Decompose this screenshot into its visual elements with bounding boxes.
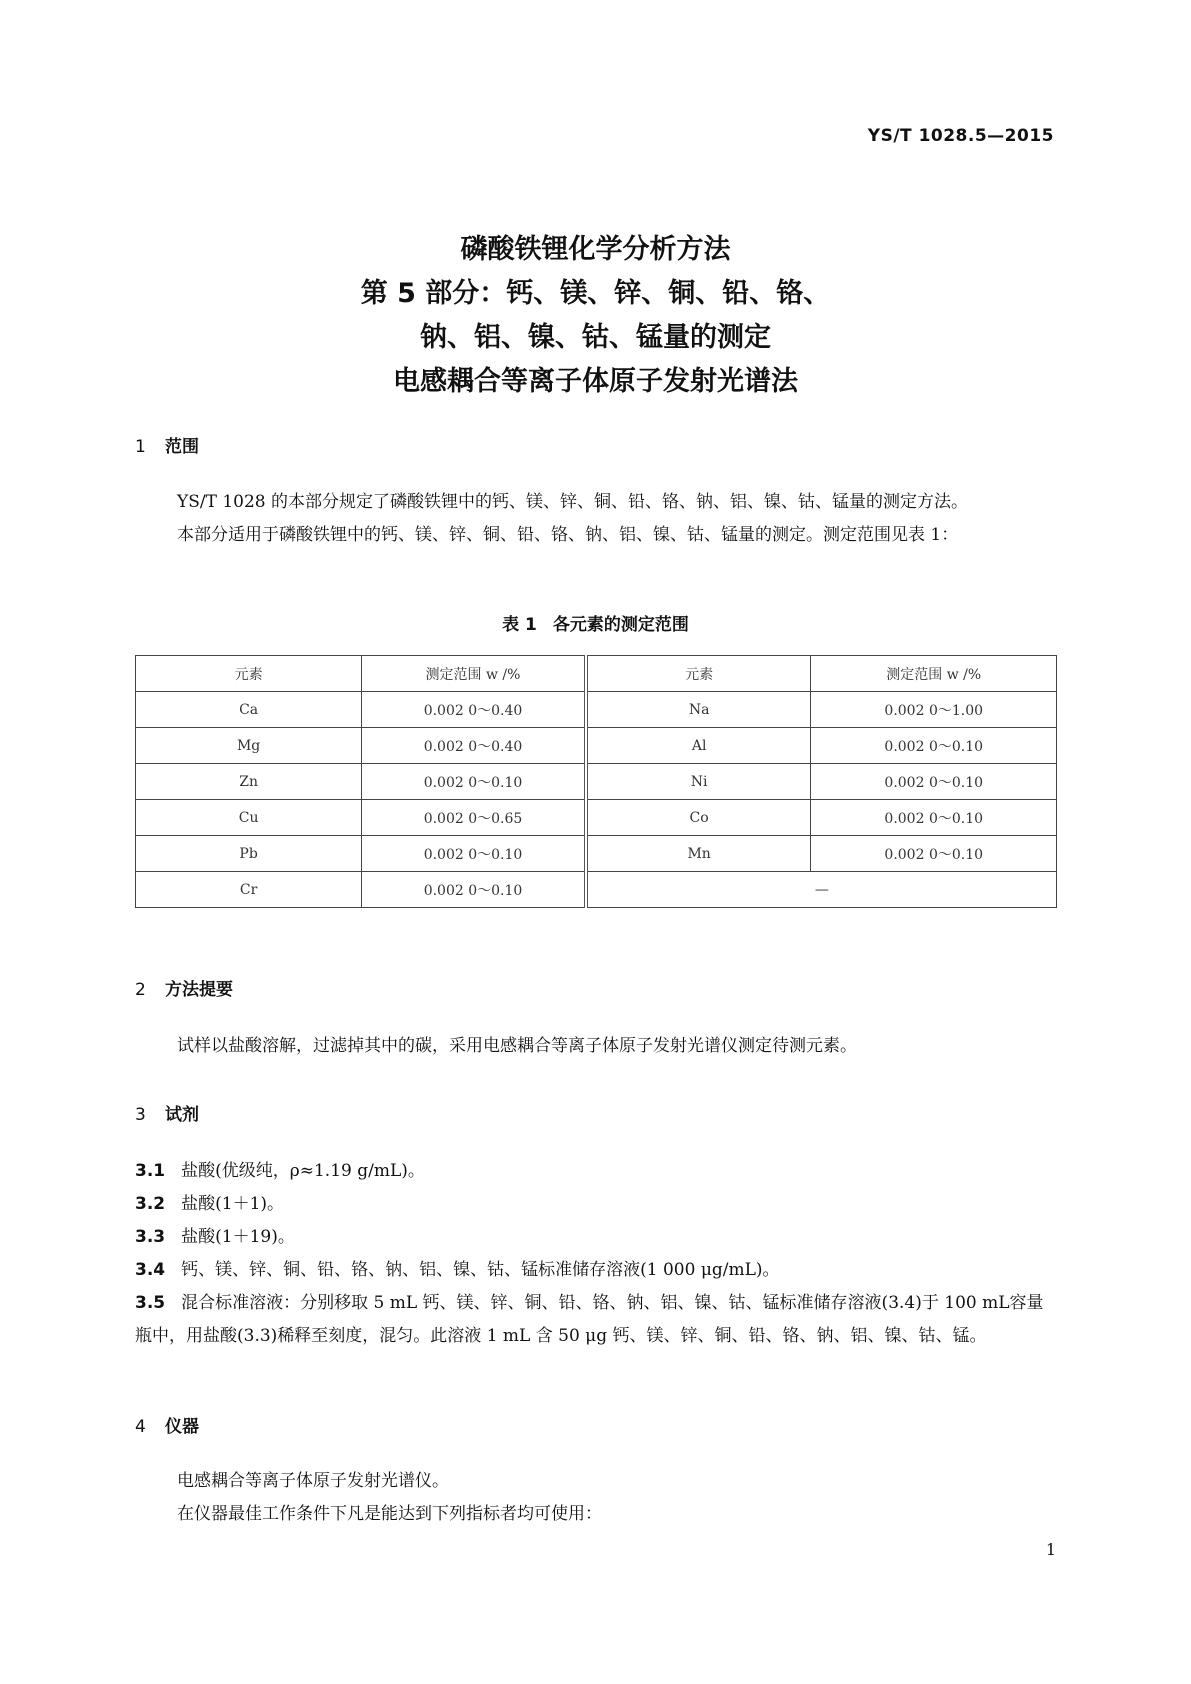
- item-text: 盐酸(1＋1)。: [181, 1194, 285, 1214]
- table-cell: Cu: [136, 800, 362, 836]
- paragraph: 电感耦合等离子体原子发射光谱仪。: [177, 1471, 449, 1491]
- table-cell: 0.002 0～0.40: [362, 692, 586, 728]
- method-text: [135, 1030, 1057, 1063]
- table-cell: 0.002 0～0.10: [811, 800, 1057, 836]
- table-cell-empty: —: [586, 872, 1057, 908]
- table-caption: [0, 610, 1191, 635]
- table-row: [136, 764, 1057, 800]
- table-cell: Mn: [586, 836, 811, 872]
- paragraph: 本部分适用于磷酸铁锂中的钙、镁、锌、铜、铅、铬、钠、铝、镍、钴、锰量的测定。测定范围见表 1：: [177, 525, 959, 545]
- paragraph: 在仪器最佳工作条件下凡是能达到下列指标者均可使用：: [177, 1504, 602, 1524]
- standard-code: YS/T 1028.5—2015: [867, 126, 1054, 146]
- item-number: 3.2: [135, 1194, 166, 1214]
- table-header-row: [136, 656, 1057, 692]
- document-title: [0, 228, 1191, 404]
- title-line: 电感耦合等离子体原子发射光谱法: [393, 366, 798, 397]
- section-title: 方法提要: [165, 980, 233, 1000]
- element-range-table: [135, 655, 1057, 908]
- table-cell: Mg: [136, 728, 362, 764]
- section-number: 1: [135, 437, 146, 457]
- section-heading-method: [135, 975, 233, 1000]
- table-cell: 0.002 0～0.65: [362, 800, 586, 836]
- section-number: 2: [135, 980, 146, 1000]
- item-text: 混合标准溶液：分别移取 5 mL 钙、镁、锌、铜、铅、铬、钠、铝、镍、钴、锰标准储存溶液(3.4)于 100 mL容量瓶中，用盐酸(3.3)稀释至刻度，混匀。此溶液 1 mL 含 50 μg 钙、镁、锌、铜、铅、铬、钠、铝、镍、钴、锰。: [135, 1293, 1044, 1346]
- section-title: 试剂: [165, 1105, 199, 1125]
- header-cell: 测定范围 w /%: [811, 656, 1057, 692]
- item-number: 3.3: [135, 1227, 166, 1247]
- list-item: [135, 1155, 1057, 1188]
- section-heading-instruments: [135, 1412, 199, 1437]
- table-cell: Ni: [586, 764, 811, 800]
- section-title: 仪器: [165, 1417, 199, 1437]
- instruments-text: [135, 1465, 1057, 1531]
- item-number: 3.4: [135, 1260, 166, 1280]
- table-row: [136, 836, 1057, 872]
- table-cell: Cr: [136, 872, 362, 908]
- table-label: 表 1: [502, 615, 537, 635]
- paragraph: YS/T 1028 的本部分规定了磷酸铁锂中的钙、镁、锌、铜、铅、铬、钠、铝、镍、钴、锰量的测定方法。: [177, 492, 969, 512]
- title-line: 第 5 部分：钙、镁、锌、铜、铅、铬、: [360, 278, 831, 309]
- section-heading-scope: [135, 432, 199, 457]
- table-cell: 0.002 0～0.10: [811, 728, 1057, 764]
- header-cell: 元素: [136, 656, 362, 692]
- list-item: [135, 1254, 1057, 1287]
- table-cell: 0.002 0～1.00: [811, 692, 1057, 728]
- table-cell: Al: [586, 728, 811, 764]
- item-number: 3.5: [135, 1293, 166, 1313]
- table-cell: 0.002 0～0.10: [362, 764, 586, 800]
- section-number: 4: [135, 1417, 146, 1437]
- section-title: 范围: [165, 437, 199, 457]
- item-text: 钙、镁、锌、铜、铅、铬、钠、铝、镍、钴、锰标准储存溶液(1 000 μg/mL)。: [181, 1260, 780, 1280]
- paragraph: 试样以盐酸溶解，过滤掉其中的碳，采用电感耦合等离子体原子发射光谱仪测定待测元素。: [177, 1036, 857, 1056]
- table-cell: 0.002 0～0.10: [811, 764, 1057, 800]
- table-row: [136, 800, 1057, 836]
- table-cell: 0.002 0～0.10: [362, 872, 586, 908]
- section-number: 3: [135, 1105, 146, 1125]
- scope-text: [135, 486, 1057, 552]
- list-item: [135, 1221, 1057, 1254]
- list-item: [135, 1287, 1057, 1353]
- reagent-list: [135, 1155, 1057, 1353]
- page-number: 1: [1045, 1540, 1056, 1559]
- table-cell: Co: [586, 800, 811, 836]
- table-cell: Zn: [136, 764, 362, 800]
- table-cell: 0.002 0～0.10: [811, 836, 1057, 872]
- table-title: 各元素的测定范围: [552, 615, 689, 635]
- header-cell: 元素: [586, 656, 811, 692]
- item-text: 盐酸(1＋19)。: [181, 1227, 295, 1247]
- section-heading-reagents: [135, 1100, 199, 1125]
- table-row: [136, 872, 1057, 908]
- item-number: 3.1: [135, 1161, 166, 1181]
- table-cell: Na: [586, 692, 811, 728]
- table-row: [136, 692, 1057, 728]
- list-item: [135, 1188, 1057, 1221]
- table-cell: Pb: [136, 836, 362, 872]
- table-cell: Ca: [136, 692, 362, 728]
- item-text: 盐酸(优级纯，ρ≈1.19 g/mL)。: [181, 1161, 425, 1181]
- table-row: [136, 728, 1057, 764]
- header-cell: 测定范围 w /%: [362, 656, 586, 692]
- title-line: 钠、铝、镍、钴、锰量的测定: [420, 322, 771, 353]
- table-cell: 0.002 0～0.10: [362, 836, 586, 872]
- title-line: 磷酸铁锂化学分析方法: [460, 234, 731, 265]
- table-cell: 0.002 0～0.40: [362, 728, 586, 764]
